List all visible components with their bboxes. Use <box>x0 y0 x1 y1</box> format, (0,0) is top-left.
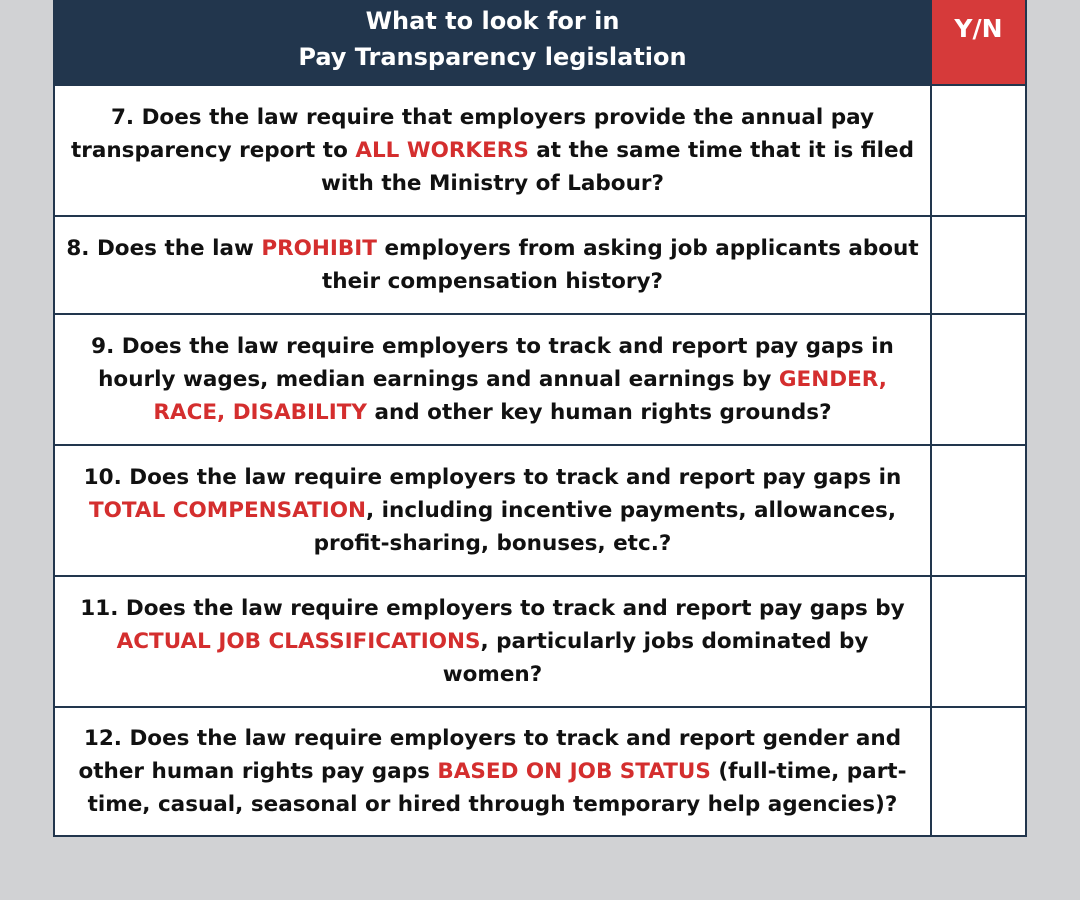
question-part: at the same time that it is filed with the Ministry of Labour? <box>321 138 915 196</box>
question-text <box>55 708 930 835</box>
question-highlight: PROHIBIT <box>261 236 377 261</box>
table-row <box>55 706 1025 837</box>
yn-answer-cell[interactable] <box>930 315 1025 444</box>
question-highlight: ACTUAL JOB CLASSIFICATIONS <box>116 629 481 654</box>
question-text <box>55 86 930 215</box>
header-title-line1: What to look for in <box>365 7 620 35</box>
question-part: employers from asking job applicants about their compensation history? <box>322 236 919 294</box>
table-row <box>55 84 1025 215</box>
question-part: 9. Does the law require employers to track and report pay gaps in hourly wages, median earnings and annual earnings by <box>91 334 894 392</box>
question-text <box>55 577 930 706</box>
question-part: 12. Does the law require employers to track and report gender and other human rights pay gaps <box>78 726 902 784</box>
question-highlight: GENDER, RACE, DISABILITY <box>153 367 887 425</box>
yn-answer-cell[interactable] <box>930 577 1025 706</box>
question-text <box>55 217 930 313</box>
question-part: , particularly jobs dominated by women? <box>442 629 869 687</box>
yn-answer-cell[interactable] <box>930 217 1025 313</box>
question-part: 10. Does the law require employers to track and report pay gaps in <box>83 465 902 490</box>
yn-answer-cell[interactable] <box>930 446 1025 575</box>
yn-answer-cell[interactable] <box>930 86 1025 215</box>
checklist-table <box>53 0 1027 837</box>
question-part: 7. Does the law require that employers provide the annual pay transparency report to <box>70 105 875 163</box>
yn-answer-cell[interactable] <box>930 708 1025 835</box>
question-part: (full-time, part-time, casual, seasonal or hired through temporary help agencies)? <box>87 759 907 817</box>
table-row <box>55 444 1025 575</box>
table-row <box>55 215 1025 313</box>
header-title <box>55 0 930 84</box>
question-text <box>55 446 930 575</box>
question-part: 8. Does the law <box>66 236 262 261</box>
question-part: and other key human rights grounds? <box>367 400 832 425</box>
question-highlight: BASED ON JOB STATUS <box>437 759 711 784</box>
question-part: , including incentive payments, allowances, profit-sharing, bonuses, etc.? <box>313 498 897 556</box>
question-text <box>55 315 930 444</box>
question-highlight: ALL WORKERS <box>355 138 529 163</box>
question-highlight: TOTAL COMPENSATION <box>88 498 367 523</box>
yn-column-header: Y/N <box>930 0 1025 84</box>
table-row <box>55 575 1025 706</box>
question-part: 11. Does the law require employers to track and report pay gaps by <box>80 596 905 621</box>
table-row <box>55 313 1025 444</box>
header-title-line2: Pay Transparency legislation <box>298 43 687 71</box>
table-header <box>55 0 1025 84</box>
